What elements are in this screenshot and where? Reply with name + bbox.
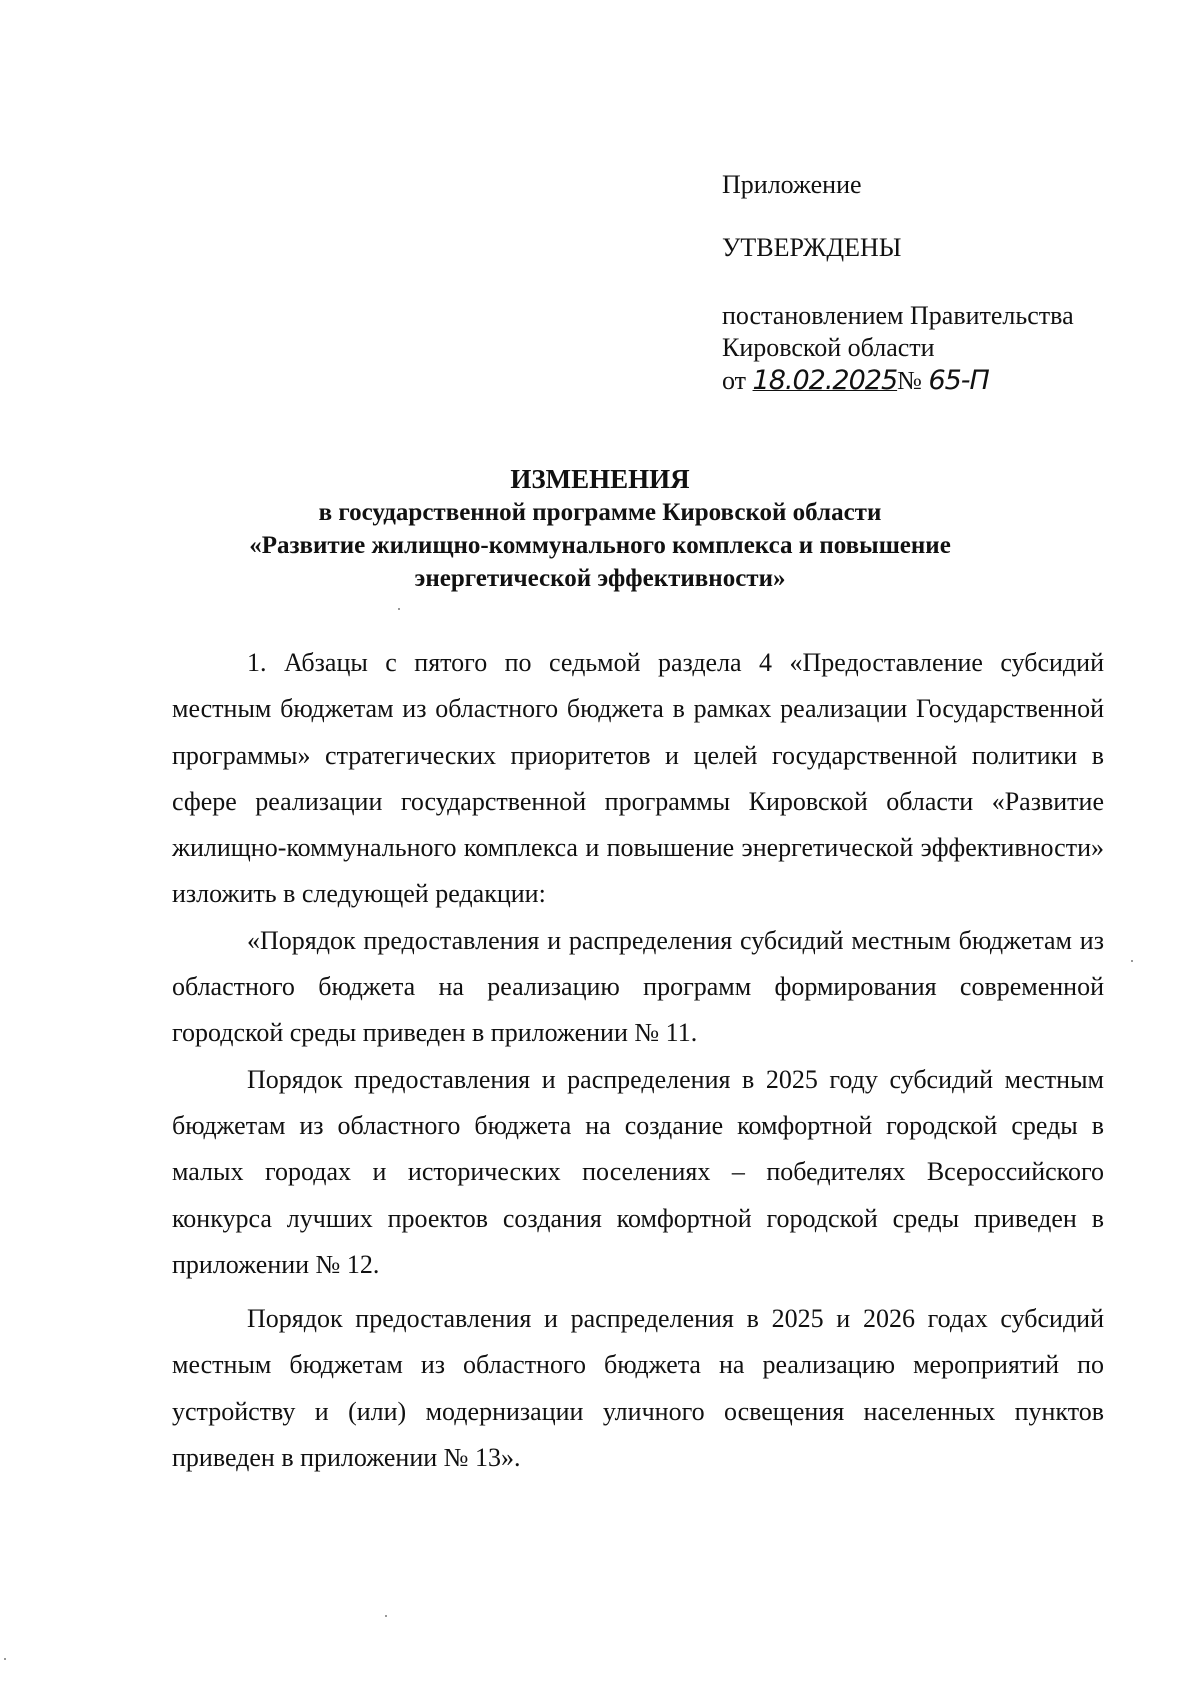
decree-date: 18.02.2025	[752, 365, 898, 396]
title-line-3: энергетической эффективности»	[414, 565, 786, 592]
decree-prefix: от	[722, 366, 747, 395]
scan-speck	[398, 608, 400, 610]
paragraph-2: «Порядок предоставления и распределения субсидий местным бюджетам из областного бюджета на реализацию программ формирования современной городской среды приведен в приложении № 11.	[172, 925, 1104, 1048]
document-title-block	[150, 462, 1050, 595]
scan-speck	[4, 1658, 6, 1660]
decree-number-sign: №	[897, 366, 922, 395]
paragraph-3: Порядок предоставления и распределения в 2025 году субсидий местным бюджетам из областного бюджета на создание комфортной городской среды в малых городах и исторических поселениях – победителях Всероссийского конкурса лучших проектов создания комфортной городской среды приведен в приложении № 12.	[172, 1064, 1104, 1279]
decree-line-1: постановлением Правительства	[722, 301, 1074, 330]
scan-speck	[1131, 960, 1133, 962]
decree-line-2: Кировской области	[722, 333, 935, 362]
scan-speck	[385, 1615, 387, 1617]
title-line-1: в государственной программе Кировской области	[318, 499, 882, 526]
decree-number: 65-П	[928, 365, 989, 396]
document-title: ИЗМЕНЕНИЯ	[510, 464, 690, 494]
decree-date-line	[722, 366, 989, 396]
paragraph-1: 1. Абзацы с пятого по седьмой раздела 4 «Предоставление субсидий местным бюджетам из областного бюджета в рамках реализации Государственной программы» стратегических приоритетов и целей государственной политики в сфере реализации государственной программы Кировской области «Развитие жилищно-коммунального комплекса и повышение энергетической эффективности» изложить в следующей редакции:	[172, 648, 1104, 909]
appendix-label: Приложение	[722, 170, 862, 199]
paragraph-4: Порядок предоставления и распределения в 2025 и 2026 годах субсидий местным бюджетам из областного бюджета на реализацию мероприятий по устройству и (или) модернизации уличного освещения населенных пунктов приведен в приложении № 13».	[172, 1304, 1104, 1473]
approved-label: УТВЕРЖДЕНЫ	[722, 233, 902, 262]
title-line-2: «Развитие жилищно-коммунального комплекса и повышение	[249, 532, 951, 559]
handwritten-entry	[753, 365, 898, 396]
document-body	[172, 640, 1104, 1481]
